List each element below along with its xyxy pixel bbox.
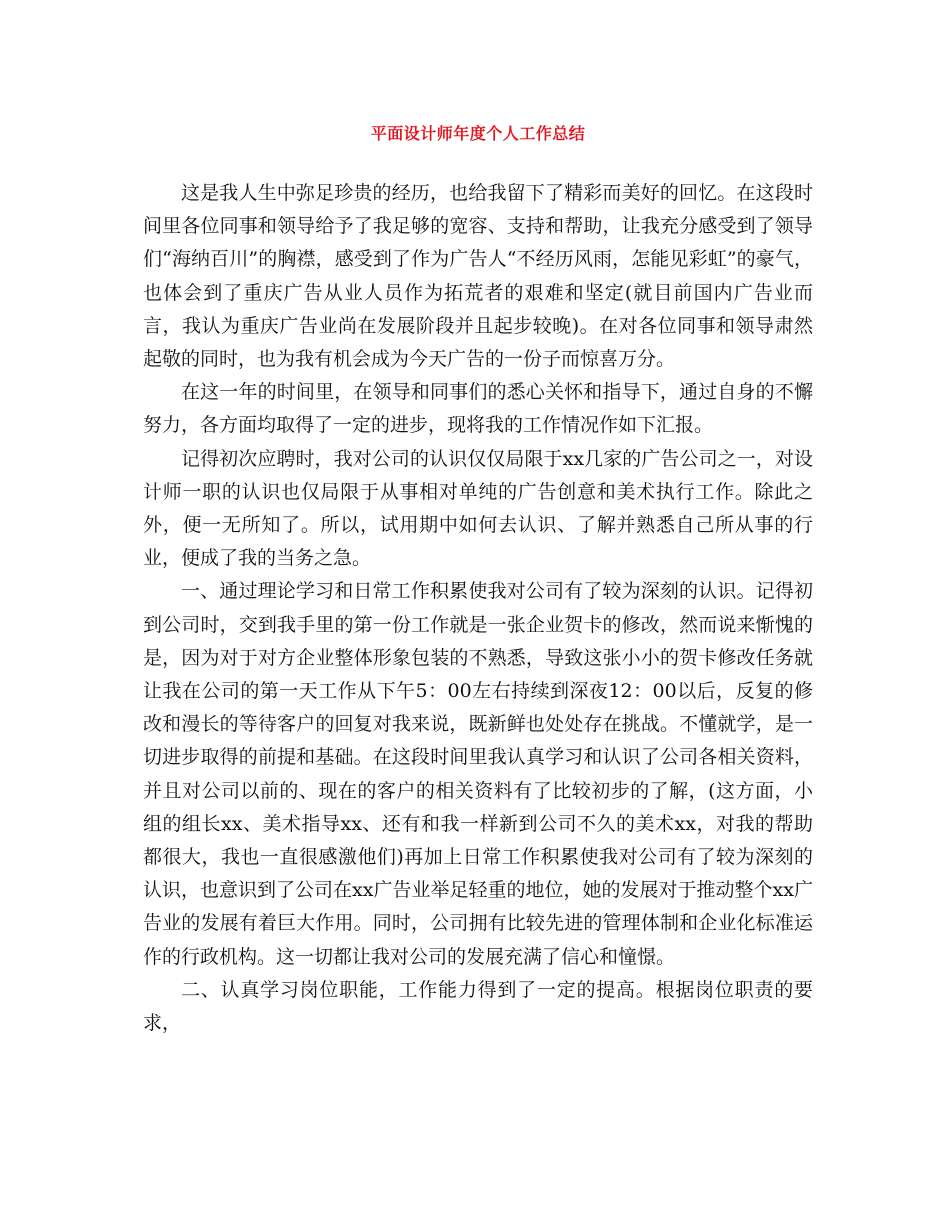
paragraph-5: 二、认真学习岗位职能，工作能力得到了一定的提高。根据岗位职责的要求， (143, 978, 813, 1035)
paragraph-3: 记得初次应聘时，我对公司的认识仅仅局限于xx几家的广告公司之一，对设计师一职的认识也仅局限于从事相对单纯的广告创意和美术执行工作。除此之外，便一无所知了。所以，试用期中如何去认识、了解并熟悉自己所从事的行业，便成了我的当务之急。 (143, 447, 813, 570)
paragraph-4: 一、通过理论学习和日常工作积累使我对公司有了较为深刻的认识。记得初到公司时，交到我手里的第一份工作就是一张企业贺卡的修改，然而说来惭愧的是，因为对于对方企业整体形象包装的不熟悉，导致这张小小的贺卡修改任务就让我在公司的第一天工作从下午5：00左右持续到深夜12：00以后，反复的修改和漫长的等待客户的回复对我来说，既新鲜也处处存在挑战。不懂就学，是一切进步取得的前提和基础。在这段时间里我认真学习和认识了公司各相关资料，并且对公司以前的、现在的客户的相关资料有了比较初步的了解，(这方面，小组的组长xx、美术指导xx、还有和我一样新到公司不久的美术xx，对我的帮助都很大，我也一直很感激他们)再加上日常工作积累使我对公司有了较为深刻的认识，也意识到了公司在xx广告业举足轻重的地位，她的发展对于推动整个xx广告业的发展有着巨大作用。同时，公司拥有比较先进的管理体制和企业化标准运作的行政机构。这一切都让我对公司的发展充满了信心和憧憬。 (143, 580, 813, 968)
paragraph-1: 这是我人生中弥足珍贵的经历，也给我留下了精彩而美好的回忆。在这段时间里各位同事和领导给予了我足够的宽容、支持和帮助，让我充分感受到了领导们“海纳百川”的胸襟，感受到了作为广告人“不经历风雨，怎能见彩虹”的豪气，也体会到了重庆广告从业人员作为拓荒者的艰难和坚定(就目前国内广告业而言，我认为重庆广告业尚在发展阶段并且起步较晚)。在对各位同事和领导肃然起敬的同时，也为我有机会成为今天广告的一份子而惊喜万分。 (143, 182, 813, 371)
document-title: 平面设计师年度个人工作总结 (370, 124, 586, 143)
paragraph-2: 在这一年的时间里，在领导和同事们的悉心关怀和指导下，通过自身的不懈努力，各方面均取得了一定的进步，现将我的工作情况作如下汇报。 (143, 381, 813, 437)
